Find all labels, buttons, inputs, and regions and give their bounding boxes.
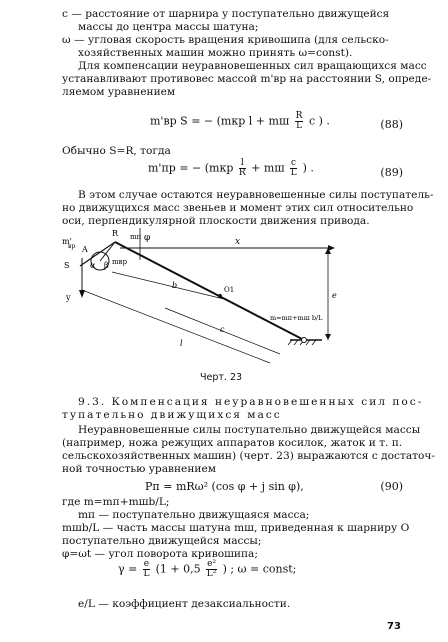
equation-number: (88) bbox=[380, 118, 403, 131]
label-m0: m' bbox=[62, 237, 72, 246]
equation-number: (89) bbox=[380, 166, 403, 179]
text-line: но движущихся масс звеньев и момент этих сил относительно bbox=[62, 202, 414, 214]
text-line: φ=ωt — угол поворота кривошипа; bbox=[62, 548, 258, 560]
gamma-f1-num: e bbox=[143, 559, 150, 569]
gamma-f1-den: L bbox=[143, 569, 150, 579]
label-mass-formula: m=mп+mш b/L bbox=[270, 314, 323, 322]
eq89-f1-num: l bbox=[240, 158, 244, 168]
text-line: хозяйственных машин можно принять ω=const). bbox=[78, 47, 353, 59]
slider-joint bbox=[302, 338, 307, 343]
label-e: e bbox=[332, 291, 337, 300]
figure-caption: Черт. 23 bbox=[200, 372, 243, 383]
b-dimension-line bbox=[112, 272, 228, 300]
text-line: ω — угловая скорость вращения кривошипа (для сельско- bbox=[62, 34, 389, 46]
equation-88 bbox=[150, 112, 330, 131]
eq89-f2-den: L bbox=[290, 168, 297, 178]
text-line: mп — поступательно движущаяся масса; bbox=[78, 509, 310, 521]
text-line: Обычно S=R, тогда bbox=[62, 145, 171, 157]
eq88-frac-den: L bbox=[296, 121, 303, 131]
eq88-frac-num: R bbox=[295, 111, 303, 121]
eq88-fraction bbox=[295, 112, 304, 131]
label-S: S bbox=[64, 261, 70, 270]
text-line: c — расстояние от шарнира у поступательно движущейся bbox=[62, 8, 390, 20]
text-line: где m=mп+mшb/L; bbox=[62, 496, 170, 508]
label-mvr: mвр bbox=[112, 258, 128, 266]
label-A: A bbox=[82, 245, 88, 254]
equation-number: (90) bbox=[380, 480, 403, 493]
label-mn: mп bbox=[130, 233, 142, 241]
text-line: Для компенсации неуравновешенных сил вращающихся масс bbox=[78, 60, 427, 72]
label-y: y bbox=[66, 293, 71, 302]
gamma-f2-den: L² bbox=[206, 569, 217, 579]
gamma-lhs: γ = bbox=[118, 562, 138, 576]
label-O1: O1 bbox=[224, 286, 235, 294]
text-line: ляемом уравнением bbox=[62, 86, 176, 98]
label-l: l bbox=[180, 339, 183, 348]
l-dimension-line bbox=[82, 290, 270, 363]
eq88-rhs: c ) . bbox=[308, 114, 330, 128]
gamma-f2-num: e² bbox=[207, 559, 217, 569]
text-line: ной точностью уравнением bbox=[62, 463, 216, 475]
section-heading: тупательно движущихся масс bbox=[62, 409, 282, 421]
label-R: R bbox=[112, 229, 119, 238]
text-line: (например, ножа режущих аппаратов косилок, жаток и т. п. bbox=[62, 437, 403, 449]
text-line: Неуравновешенные силы поступательно движущейся массы bbox=[78, 424, 421, 436]
gamma-mid: (1 + 0,5 bbox=[155, 562, 201, 576]
connecting-rod bbox=[115, 242, 304, 340]
gamma-fraction-2 bbox=[206, 560, 217, 579]
label-m0-sub: вр bbox=[68, 243, 76, 250]
equation-90: Pп = mRω² (cos φ + j sin φ), bbox=[145, 480, 304, 493]
text-line: оси, перпендикулярной плоскости движения привода. bbox=[62, 215, 370, 227]
eq89-f1-den: R bbox=[238, 168, 246, 178]
eq89-lhs: m'пр = − (mкр bbox=[148, 161, 234, 175]
page-number: 73 bbox=[387, 621, 401, 632]
text-line: mшb/L — часть массы шатуна mш, приведенная к шарниру O bbox=[62, 522, 410, 534]
text-line: устанавливают противовес массой m'вр на расстоянии S, опреде- bbox=[62, 73, 432, 85]
section-heading: 9.3. Компенсация неуравновешенных сил пос- bbox=[78, 396, 424, 408]
gamma-rhs: ) ; ω = const; bbox=[222, 562, 297, 576]
e-arrow-bottom bbox=[325, 334, 331, 340]
label-b: b bbox=[172, 281, 178, 290]
equation-89 bbox=[148, 159, 314, 178]
label-c: c bbox=[220, 325, 225, 334]
text-line: В этом случае остаются неуравновешенные силы поступатель- bbox=[78, 189, 434, 201]
label-alpha: α bbox=[90, 261, 96, 270]
eq89-fraction-2 bbox=[290, 159, 297, 178]
eq89-f2-num: c bbox=[291, 158, 297, 168]
text-line: массы до центра массы шатуна; bbox=[78, 21, 259, 33]
gamma-fraction-1 bbox=[143, 560, 150, 579]
eq89-mid: + mш bbox=[251, 161, 285, 175]
label-x: x bbox=[235, 237, 241, 247]
label-phi: φ bbox=[144, 233, 151, 243]
equation-gamma bbox=[118, 560, 296, 579]
eq89-rhs: ) . bbox=[302, 161, 314, 175]
text-line: e/L — коэффициент дезаксиальности. bbox=[78, 598, 291, 610]
text-line: поступательно движущейся массы; bbox=[62, 535, 262, 547]
eq88-lhs: m'вр S = − (mкр l + mш bbox=[150, 114, 290, 128]
label-beta: β bbox=[104, 261, 109, 270]
eq89-fraction-1 bbox=[239, 159, 246, 178]
y-axis-arrow bbox=[79, 290, 85, 298]
mechanism-diagram bbox=[60, 228, 360, 366]
text-line: сельскохозяйственных машин) (черт. 23) выражаются с достаточ- bbox=[62, 450, 435, 462]
